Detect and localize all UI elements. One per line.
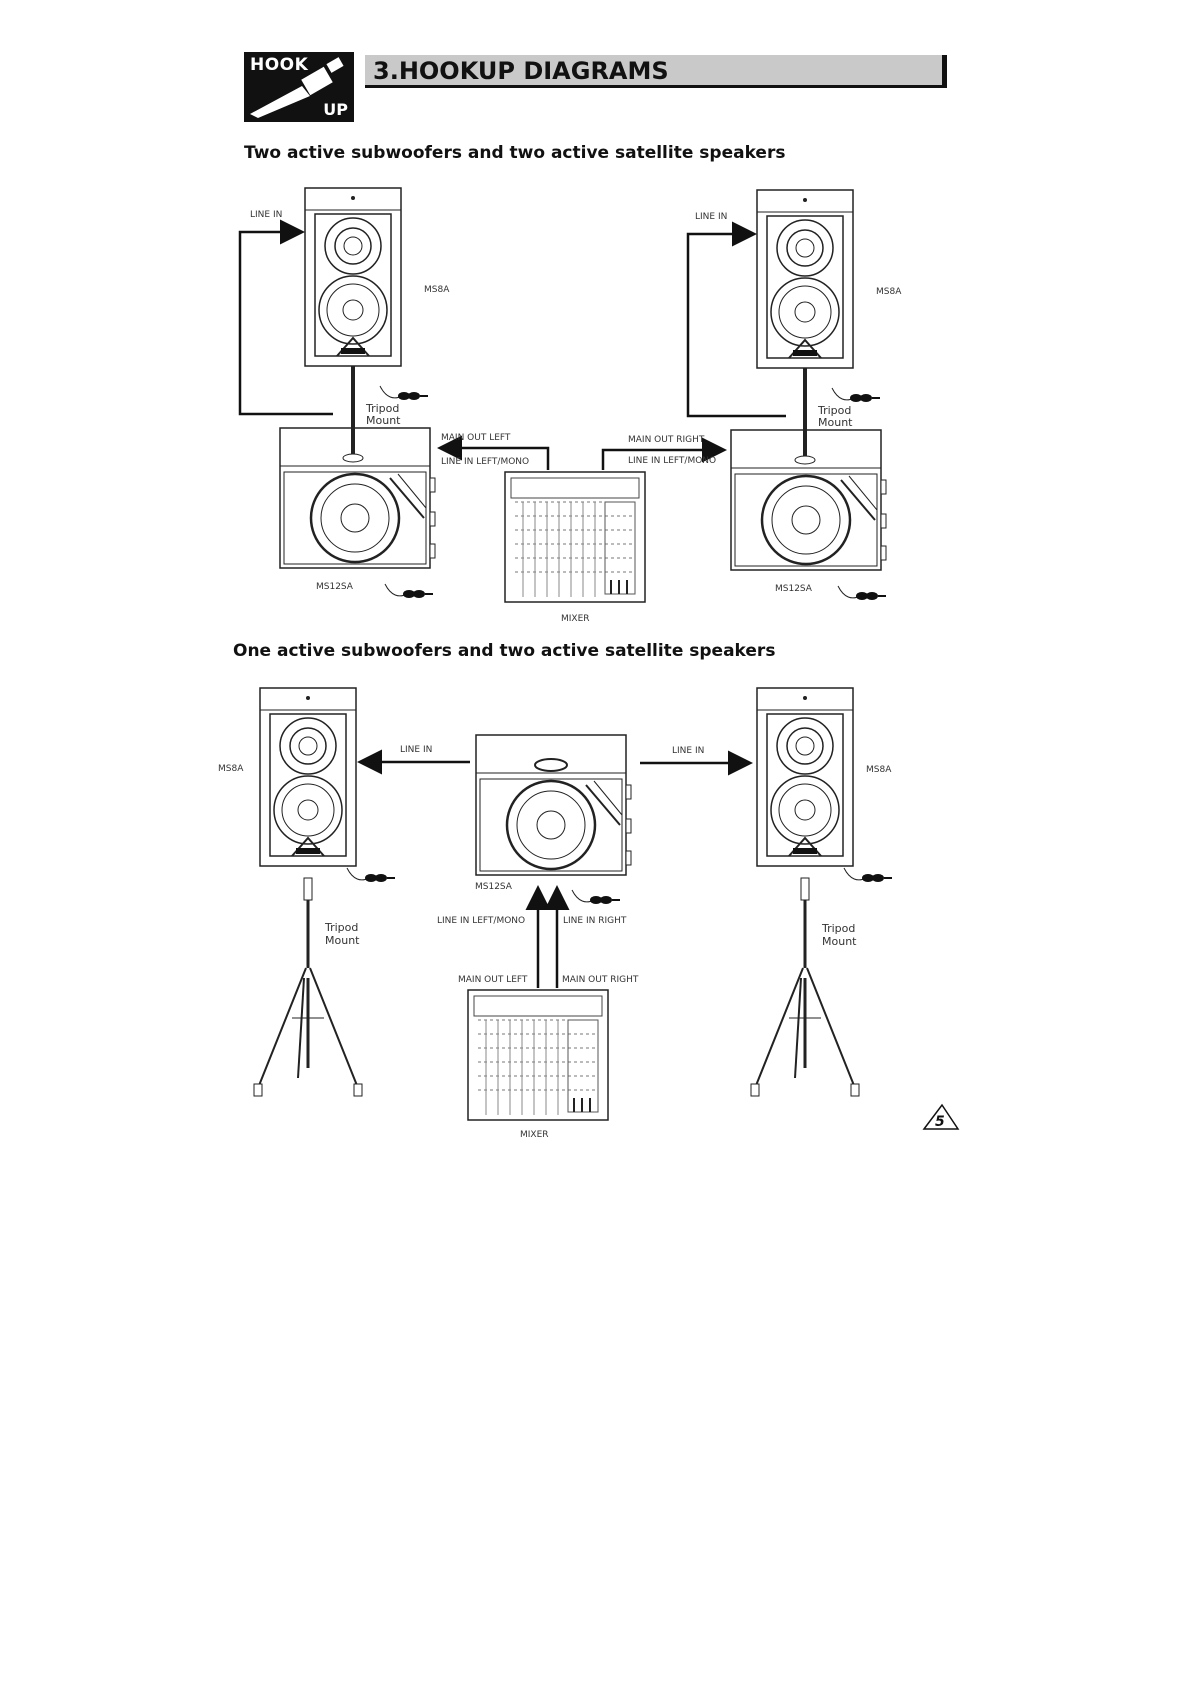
power-plug-icon	[572, 890, 620, 904]
label-ms12sa-right: MS12SA	[775, 584, 812, 594]
page-number: 5	[935, 1114, 945, 1130]
label-tripod-left-2-1: Tripod	[325, 921, 359, 934]
label-tripod-right-1: Tripod	[818, 404, 852, 417]
label-tripod-right-2-1: Tripod	[822, 922, 856, 935]
satellite-speaker-left	[305, 188, 401, 366]
section2-heading: One active subwoofers and two active satellite speakers	[233, 641, 776, 661]
mixer-2	[468, 990, 608, 1120]
subwoofer-logo	[535, 759, 567, 771]
power-plug-icon	[832, 388, 880, 402]
label-line-in-right-2: LINE IN	[672, 746, 705, 756]
subwoofer-right	[731, 430, 886, 570]
logo-top-text: HOOK	[250, 55, 309, 75]
subwoofer-center	[476, 735, 631, 875]
label-mixer-1: MIXER	[561, 614, 590, 624]
label-ms8a-right-2: MS8A	[866, 765, 892, 775]
label-tripod-left-2-2: Mount	[325, 934, 360, 947]
page-number-badge	[920, 1101, 960, 1131]
label-line-in-left: LINE IN	[250, 210, 283, 220]
label-tripod-left-2: Mount	[366, 414, 401, 427]
label-ms8a-left-2: MS8A	[218, 764, 244, 774]
logo-bottom-text: UP	[323, 100, 348, 119]
tripod-right	[751, 878, 859, 1096]
section1-heading: Two active subwoofers and two active satellite speakers	[244, 143, 786, 163]
label-line-in-left-mono-3: LINE IN LEFT/MONO	[437, 916, 526, 926]
label-main-out-right: MAIN OUT RIGHT	[628, 435, 705, 445]
label-line-in-right: LINE IN RIGHT	[563, 916, 627, 926]
satellite-speaker-left-2	[260, 688, 356, 866]
label-line-in-left-mono-2: LINE IN LEFT/MONO	[628, 456, 717, 466]
label-line-in-left-mono-1: LINE IN LEFT/MONO	[441, 457, 530, 467]
label-ms12sa-left: MS12SA	[316, 582, 353, 592]
label-main-out-left: MAIN OUT LEFT	[441, 433, 511, 443]
satellite-speaker-right-2	[757, 688, 853, 866]
power-plug-icon	[347, 868, 395, 882]
label-mixer-2: MIXER	[520, 1130, 549, 1140]
label-line-in-left-2: LINE IN	[400, 745, 433, 755]
label-line-in-right: LINE IN	[695, 212, 728, 222]
power-plug-icon	[844, 868, 892, 882]
label-main-out-left-2: MAIN OUT LEFT	[458, 975, 528, 985]
mixer-1	[505, 472, 645, 602]
power-plug-icon	[838, 586, 886, 600]
tripod-left	[254, 878, 362, 1096]
satellite-speaker-right	[757, 190, 853, 368]
label-tripod-right-2-2: Mount	[822, 935, 857, 948]
label-tripod-right-2: Mount	[818, 416, 853, 429]
power-plug-icon	[385, 584, 433, 598]
label-tripod-left-1: Tripod	[366, 402, 400, 415]
label-ms8a-left: MS8A	[424, 285, 450, 295]
label-ms12sa-center: MS12SA	[475, 882, 512, 892]
power-plug-icon	[380, 386, 428, 400]
subwoofer-left	[280, 428, 435, 568]
label-ms8a-right: MS8A	[876, 287, 902, 297]
section-title: 3.HOOKUP DIAGRAMS	[373, 57, 669, 85]
label-main-out-right-2: MAIN OUT RIGHT	[562, 975, 639, 985]
